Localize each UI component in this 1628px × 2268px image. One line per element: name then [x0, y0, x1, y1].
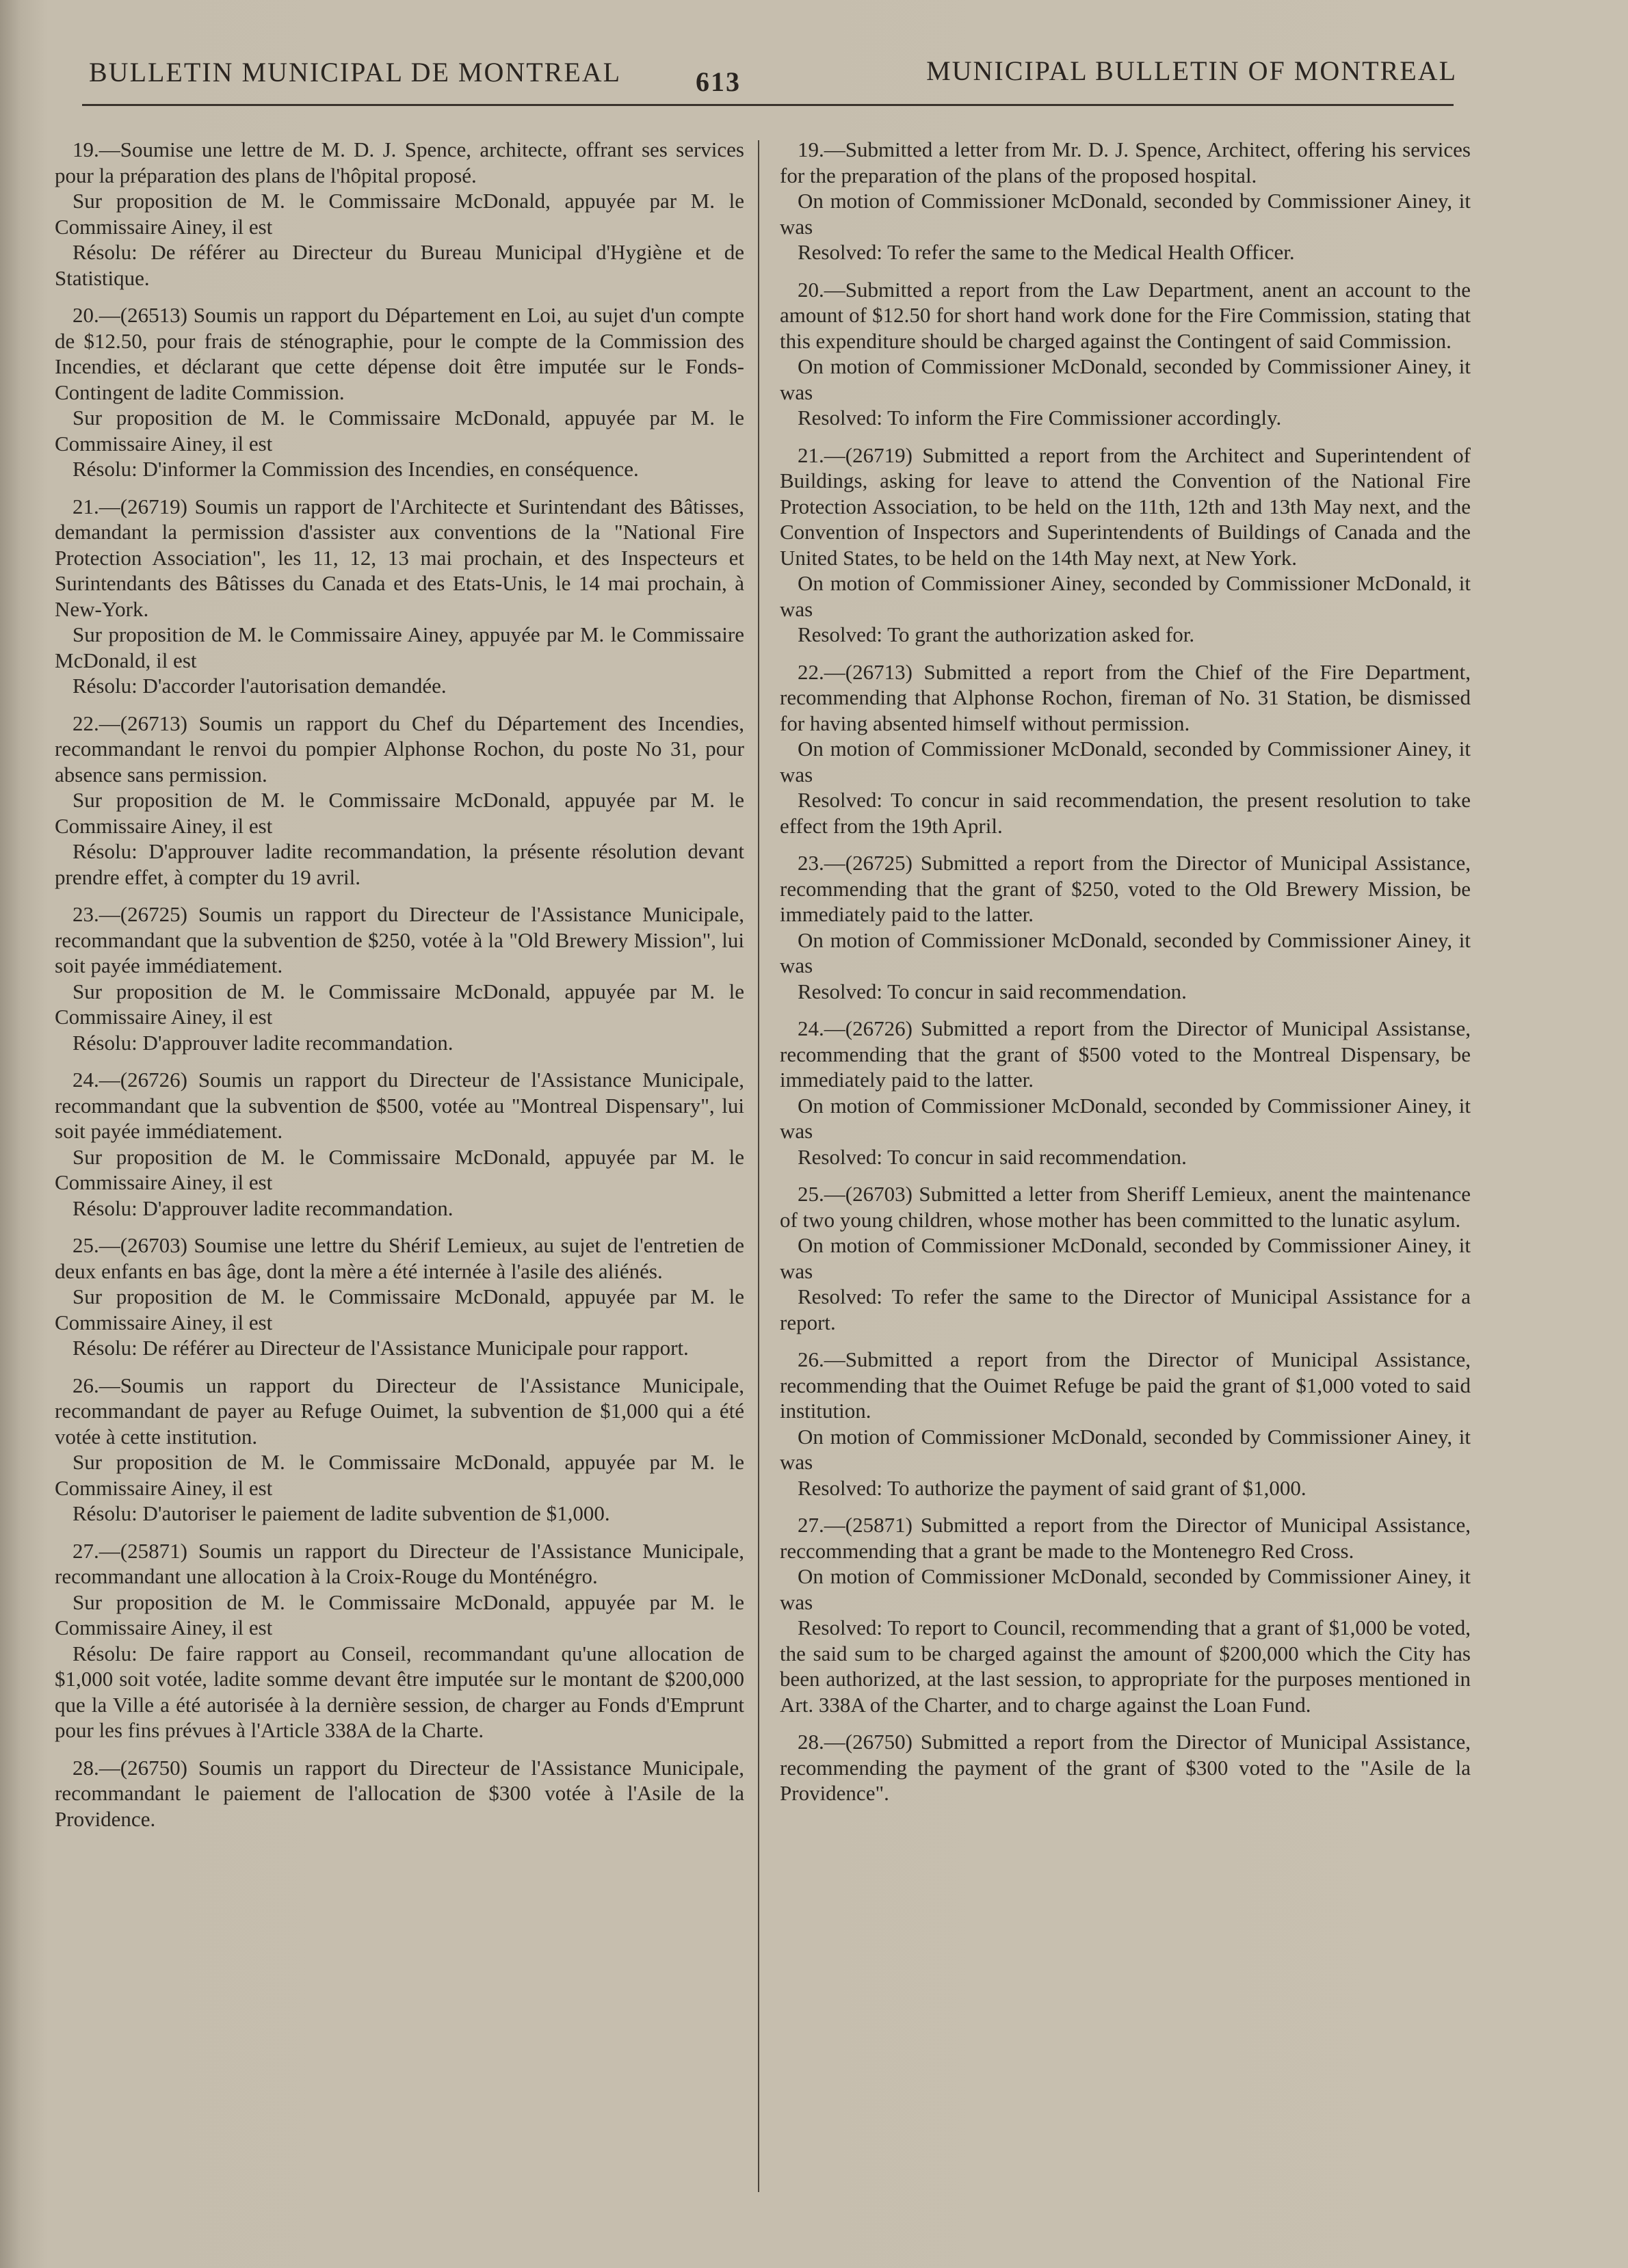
french-paragraph: Résolu: D'approuver ladite recommandation, la présente résolution devant prendre effet, à compter du 19 avril. — [55, 839, 744, 889]
french-paragraph: 20.—(26513) Soumis un rapport du Département en Loi, au sujet d'un compte de $12.50, pour frais de sténographie, pour le compte de la Commission des Incendies, et déclarant que cette dépense doit être imputée sur le Fonds-Contingent de ladite Commission. — [55, 303, 744, 404]
english-paragraph: On motion of Commissioner McDonald, seconded by Commissioner Ainey, it was — [780, 737, 1471, 787]
english-paragraph: 22.—(26713) Submitted a report from the Chief of the Fire Department, recommending that Alphonse Rochon, fireman of No. 31 Station, be dismissed for having absented himself without permission. — [780, 659, 1471, 735]
item-gap — [780, 648, 1471, 659]
english-paragraph: 21.—(26719) Submitted a report from the Architect and Superintendent of Buildings, asking for leave to attend the Convention of the National Fire Protection Association, to be held on the 11th, 12th and 13th May next, and the Convention of Inspectors and Superintendents of Buildings of Canada and the United States, to be held on the 14th May next, at New York. — [780, 443, 1471, 570]
french-paragraph: Résolu: D'approuver ladite recommandation. — [73, 1030, 454, 1055]
french-paragraph: Sur proposition de M. le Commissaire McDonald, appuyée par M. le Commissaire Ainey, il est — [55, 979, 744, 1029]
french-paragraph: Résolu: D'informer la Commission des Incendies, en conséquence. — [73, 457, 639, 481]
english-paragraph: On motion of Commissioner Ainey, seconded by Commissioner McDonald, it was — [780, 571, 1471, 621]
english-paragraph: On motion of Commissioner McDonald, seconded by Commissioner Ainey, it was — [780, 1233, 1471, 1283]
french-paragraph: 19.—Soumise une lettre de M. D. J. Spence, architecte, offrant ses services pour la préparation des plans de l'hôpital proposé. — [55, 137, 744, 187]
french-paragraph: Résolu: D'autoriser le paiement de ladite subvention de $1,000. — [73, 1501, 610, 1525]
french-paragraph: Résolu: De référer au Directeur du Bureau Municipal d'Hygiène et de Statistique. — [55, 240, 744, 290]
french-paragraph: Résolu: De faire rapport au Conseil, recommandant qu'une allocation de $1,000 soit votée, ladite somme devant être imputée sur le montant de $200,000 que la Ville a été autorisée à la dernière session, de charger au Fonds d'Emprunt pour les fins prévues à l'Article 338A de la Charte. — [55, 1641, 744, 1742]
item-gap — [780, 1170, 1471, 1181]
french-paragraph: 22.—(26713) Soumis un rapport du Chef du Département des Incendies, recommandant le renvoi du pompier Alphonse Rochon, du poste No 31, pour absence sans permission. — [55, 711, 744, 787]
french-paragraph: 26.—Soumis un rapport du Directeur de l'Assistance Municipale, recommandant de payer au Refuge Ouimet, la subvention de $1,000 qui a été votée à cette institution. — [55, 1373, 744, 1449]
english-paragraph: Resolved: To report to Council, recommending that a grant of $1,000 be voted, the said sum to be charged against the amount of $200,000 which the City has been authorized, at the last session, to appropriate for the purposes mentioned in Art. 338A of the Charter, and to charge against the Loan Fund. — [780, 1616, 1471, 1717]
item-gap — [55, 1743, 744, 1755]
item-gap — [55, 1055, 744, 1067]
item-gap — [780, 265, 1471, 277]
french-paragraph: 21.—(26719) Soumis un rapport de l'Architecte et Surintendant des Bâtisses, demandant la permission d'assister aux conventions de la "National Fire Protection Association", les 11, 12, 13 mai prochain, et des Inspecteurs et Surintendants des Bâtisses du Canada et des Etats-Unis, le 14 mai prochain, à New-York. — [55, 494, 744, 621]
header-rule — [82, 104, 1454, 106]
french-paragraph: Sur proposition de M. le Commissaire McDonald, appuyée par M. le Commissaire Ainey, il est — [55, 1450, 744, 1500]
french-paragraph: Sur proposition de M. le Commissaire McDonald, appuyée par M. le Commissaire Ainey, il est — [55, 1144, 744, 1194]
french-paragraph: 23.—(26725) Soumis un rapport du Directeur de l'Assistance Municipale, recommandant que la subvention de $250, votée à la "Old Brewery Mission", lui soit payée immédiatement. — [55, 902, 744, 977]
item-gap — [55, 1527, 744, 1538]
english-paragraph: 19.—Submitted a letter from Mr. D. J. Spence, Architect, offering his services for the preparation of the plans of the proposed hospital. — [780, 137, 1471, 187]
english-paragraph: On motion of Commissioner McDonald, seconded by Commissioner Ainey, it was — [780, 927, 1471, 977]
english-paragraph: Resolved: To refer the same to the Director of Municipal Assistance for a report. — [780, 1284, 1471, 1334]
english-paragraph: 27.—(25871) Submitted a report from the Director of Municipal Assistance, reccommending that a grant be made to the Montenegro Red Cross. — [780, 1513, 1471, 1563]
item-gap — [780, 1717, 1471, 1729]
item-gap — [780, 1335, 1471, 1347]
french-paragraph: 27.—(25871) Soumis un rapport du Directeur de l'Assistance Municipale, recommandant une allocation à la Croix-Rouge du Monténégro. — [55, 1538, 744, 1588]
item-gap — [780, 1501, 1471, 1512]
item-gap — [55, 890, 744, 901]
french-paragraph: Sur proposition de M. le Commissaire McDonald, appuyée par M. le Commissaire Ainey, il est — [55, 788, 744, 838]
item-gap — [55, 1221, 744, 1232]
english-paragraph: 24.—(26726) Submitted a report from the Director of Municipal Assistanse, recommending that the grant of $500 voted to the Montreal Dispensary, be immediately paid to the latter. — [780, 1016, 1471, 1092]
french-paragraph: Résolu: D'accorder l'autorisation demandée. — [73, 674, 447, 698]
page-number: 613 — [696, 66, 741, 97]
english-paragraph: Resolved: To inform the Fire Commissioner accordingly. — [798, 406, 1282, 430]
french-paragraph: Résolu: D'approuver ladite recommandation. — [73, 1196, 454, 1220]
french-paragraph: 28.—(26750) Soumis un rapport du Directeur de l'Assistance Municipale, recommandant le paiement de l'allocation de $300 votée à l'Asile de la Providence. — [55, 1755, 744, 1831]
english-paragraph: 25.—(26703) Submitted a letter from Sheriff Lemieux, anent the maintenance of two young children, whose mother has been committed to the lunatic asylum. — [780, 1182, 1471, 1232]
english-paragraph: 20.—Submitted a report from the Law Department, anent an account to the amount of $12.50 for short hand work done for the Fire Commission, stating that this expenditure should be charged against the Contingent of said Commission. — [780, 277, 1471, 353]
item-gap — [55, 1361, 744, 1373]
item-gap — [780, 839, 1471, 850]
english-paragraph: Resolved: To concur in said recommendation, the present resolution to take effect from the 19th April. — [780, 788, 1471, 838]
english-paragraph: Resolved: To grant the authorization asked for. — [798, 622, 1195, 646]
french-paragraph: Résolu: De référer au Directeur de l'Assistance Municipale pour rapport. — [73, 1336, 689, 1360]
header-french-title: BULLETIN MUNICIPAL DE MONTREAL — [89, 57, 622, 88]
running-header — [89, 42, 1457, 97]
english-paragraph: Resolved: To concur in said recommendation. — [798, 979, 1187, 1003]
english-paragraph: On motion of Commissioner McDonald, seconded by Commissioner Ainey, it was — [780, 1564, 1471, 1614]
french-paragraph: Sur proposition de M. le Commissaire McDonald, appuyée par M. le Commissaire Ainey, il est — [55, 1590, 744, 1639]
item-gap — [55, 482, 744, 494]
french-paragraph: Sur proposition de M. le Commissaire McDonald, appuyée par M. le Commissaire Ainey, il est — [55, 1284, 744, 1334]
english-column — [780, 137, 1471, 1806]
english-paragraph: On motion of Commissioner McDonald, seconded by Commissioner Ainey, it was — [780, 189, 1471, 239]
english-paragraph: 28.—(26750) Submitted a report from the Director of Municipal Assistance, recommending the payment of the grant of $300 voted to the "Asile de la Providence". — [780, 1730, 1471, 1805]
english-paragraph: 26.—Submitted a report from the Director of Municipal Assistance, recommending that the Ouimet Refuge be paid the grant of $1,000 voted to said institution. — [780, 1347, 1471, 1423]
french-paragraph: 25.—(26703) Soumise une lettre du Shérif Lemieux, au sujet de l'entretien de deux enfants en bas âge, dont la mère a été internée à l'asile des aliénés. — [55, 1233, 744, 1283]
french-paragraph: Sur proposition de M. le Commissaire McDonald, appuyée par M. le Commissaire Ainey, il est — [55, 406, 744, 456]
french-paragraph: 24.—(26726) Soumis un rapport du Directeur de l'Assistance Municipale, recommandant que la subvention de $500, votée au "Montreal Dispensary", lui soit payée immédiatement. — [55, 1068, 744, 1143]
item-gap — [55, 291, 744, 302]
english-paragraph: On motion of Commissioner McDonald, seconded by Commissioner Ainey, it was — [780, 1093, 1471, 1143]
english-paragraph: On motion of Commissioner McDonald, seconded by Commissioner Ainey, it was — [780, 1424, 1471, 1474]
english-paragraph: 23.—(26725) Submitted a report from the Director of Municipal Assistance, recommending that the grant of $250, voted to the Old Brewery Mission, be immediately paid to the latter. — [780, 851, 1471, 926]
english-paragraph: On motion of Commissioner McDonald, seconded by Commissioner Ainey, it was — [780, 354, 1471, 404]
english-paragraph: Resolved: To refer the same to the Medical Health Officer. — [798, 240, 1295, 264]
french-column — [55, 137, 744, 1832]
french-paragraph: Sur proposition de M. le Commissaire McDonald, appuyée par M. le Commissaire Ainey, il est — [55, 189, 744, 239]
english-paragraph: Resolved: To concur in said recommendation. — [798, 1144, 1187, 1169]
header-english-title: MUNICIPAL BULLETIN OF MONTREAL — [926, 55, 1457, 86]
french-paragraph: Sur proposition de M. le Commissaire Ainey, appuyée par M. le Commissaire McDonald, il est — [55, 622, 744, 672]
item-gap — [780, 1004, 1471, 1016]
column-divider — [758, 140, 759, 2192]
english-paragraph: Resolved: To authorize the payment of said grant of $1,000. — [798, 1475, 1307, 1500]
item-gap — [55, 699, 744, 711]
item-gap — [780, 431, 1471, 443]
